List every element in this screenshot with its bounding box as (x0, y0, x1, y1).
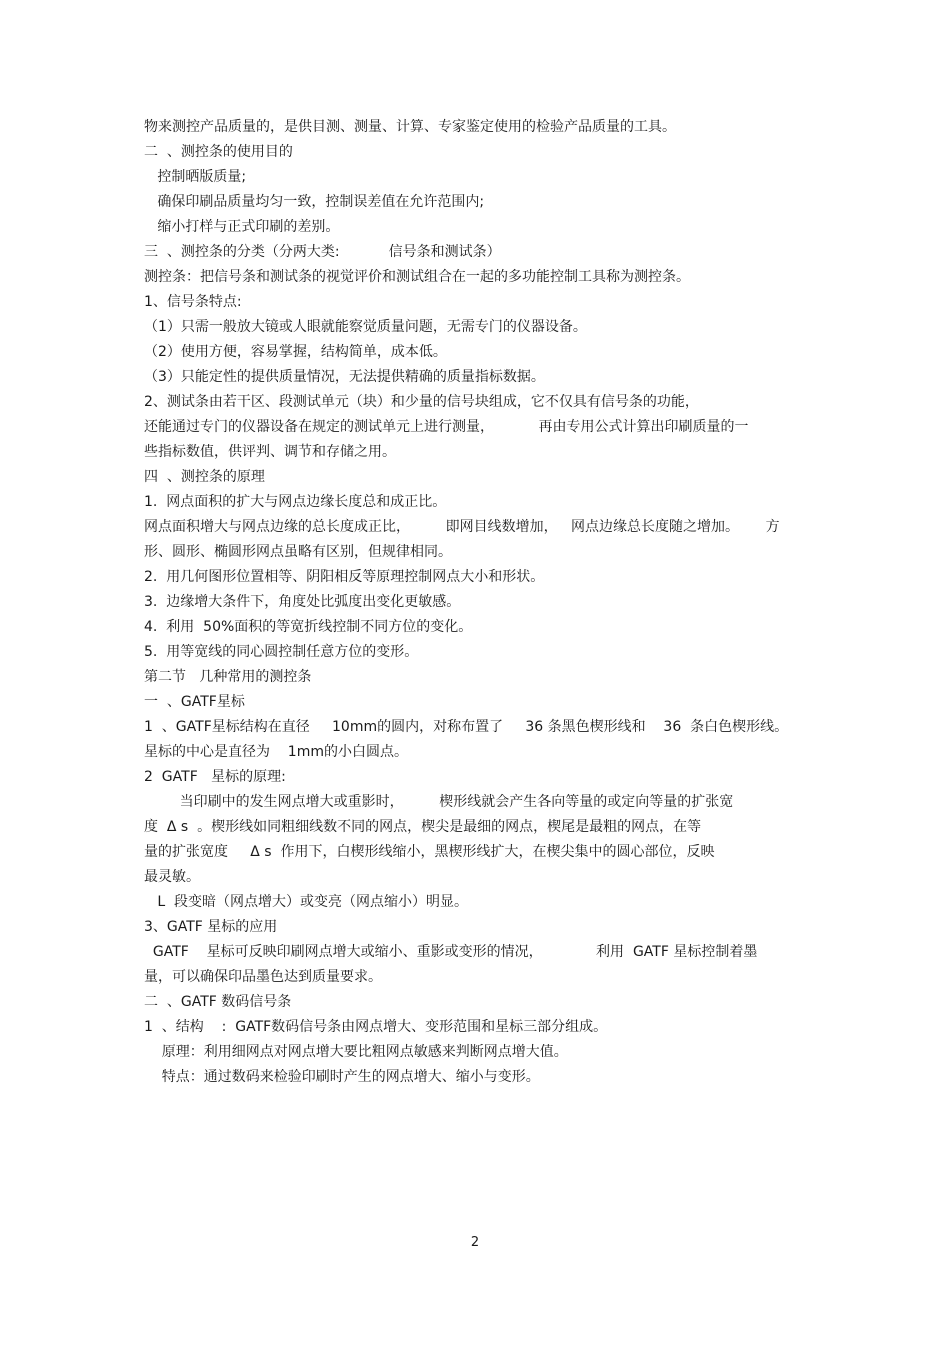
text-line: 二 、测控条的使用目的 (144, 144, 293, 160)
text-line: 还能通过专门的仪器设备在规定的测试单元上进行测量， 再由专用公式计算出印刷质量的一 (144, 419, 749, 435)
text-line: 3、GATF 星标的应用 (144, 919, 278, 935)
text-line: 5. 用等宽线的同心圆控制任意方位的变形。 (144, 644, 419, 660)
page-number: 2 (470, 1235, 480, 1250)
text-line: 三 、测控条的分类（分两大类: 信号条和测试条） (144, 244, 501, 260)
text-line: 特点：通过数码来检验印刷时产生的网点增大、缩小与变形。 (144, 1069, 540, 1085)
text-line: （1）只需一般放大镜或人眼就能察觉质量问题，无需专门的仪器设备。 (144, 319, 587, 335)
text-line: 1. 网点面积的扩大与网点边缘长度总和成正比。 (144, 494, 447, 510)
text-line: （3）只能定性的提供质量情况，无法提供精确的质量指标数据。 (144, 369, 545, 385)
text-line: 二 、GATF 数码信号条 (144, 994, 292, 1010)
text-line: 2. 用几何图形位置相等、阴阳相反等原理控制网点大小和形状。 (144, 569, 545, 585)
text-line: 形、圆形、椭圆形网点虽略有区别，但规律相同。 (144, 544, 452, 560)
text-line: L 段变暗（网点增大）或变亮（网点缩小）明显。 (144, 894, 469, 910)
text-line: 四 、测控条的原理 (144, 469, 265, 485)
text-line: 2 GATF 星标的原理: (144, 769, 286, 785)
text-line: 量，可以确保印品墨色达到质量要求。 (144, 969, 382, 985)
text-line: 量的扩张宽度 Δ s 作用下，白楔形线缩小，黑楔形线扩大，在楔尖集中的圆心部位，反映 (144, 844, 715, 860)
text-line: 4. 利用 50%面积的等宽折线控制不同方位的变化。 (144, 619, 473, 635)
text-line: 1、信号条特点: (144, 294, 242, 310)
text-line: 些指标数值，供评判、调节和存储之用。 (144, 444, 396, 460)
text-line: 原理：利用细网点对网点增大要比粗网点敏感来判断网点增大值。 (144, 1044, 568, 1060)
text-line: 星标的中心是直径为 1mm的小白圆点。 (144, 744, 408, 760)
text-line: 1 、结构 : GATF数码信号条由网点增大、变形范围和星标三部分组成。 (144, 1019, 608, 1035)
text-line: GATF 星标可反映印刷网点增大或缩小、重影或变形的情况， 利用 GATF 星标控制着墨 (144, 944, 758, 960)
text-line: 测控条：把信号条和测试条的视觉评价和测试组合在一起的多功能控制工具称为测控条。 (144, 269, 690, 285)
text-line: 2、测试条由若干区、段测试单元（块）和少量的信号块组成，它不仅具有信号条的功能， (144, 394, 699, 410)
text-line: 物来测控产品质量的，是供目测、测量、计算、专家鉴定使用的检验产品质量的工具。 (144, 119, 676, 135)
text-line: 当印刷中的发生网点增大或重影时， 楔形线就会产生各向等量的或定向等量的扩张宽 (144, 794, 734, 810)
text-line: 一 、GATF星标 (144, 694, 245, 710)
text-line: 网点面积增大与网点边缘的总长度成正比， 即网目线数增加， 网点边缘总长度随之增加。 方 (144, 519, 780, 535)
text-line: 3. 边缘增大条件下，角度处比弧度出变化更敏感。 (144, 594, 461, 610)
text-line: 第二节 几种常用的测控条 (144, 669, 312, 685)
text-line: 1 、GATF星标结构在直径 10mm的圆内，对称布置了 36 条黑色楔形线和 36 条白色楔形线。 (144, 719, 789, 735)
text-line: 最灵敏。 (144, 869, 200, 885)
text-line: （2）使用方便，容易掌握，结构简单，成本低。 (144, 344, 447, 360)
text-line: 度 Δ s 。楔形线如同粗细线数不同的网点，楔尖是最细的网点，楔尾是最粗的网点，在等 (144, 819, 702, 835)
text-line: 缩小打样与正式印刷的差别。 (144, 219, 340, 235)
text-line: 确保印刷品质量均匀一致，控制误差值在允许范围内; (144, 194, 485, 210)
text-line: 控制晒版质量; (144, 169, 247, 185)
